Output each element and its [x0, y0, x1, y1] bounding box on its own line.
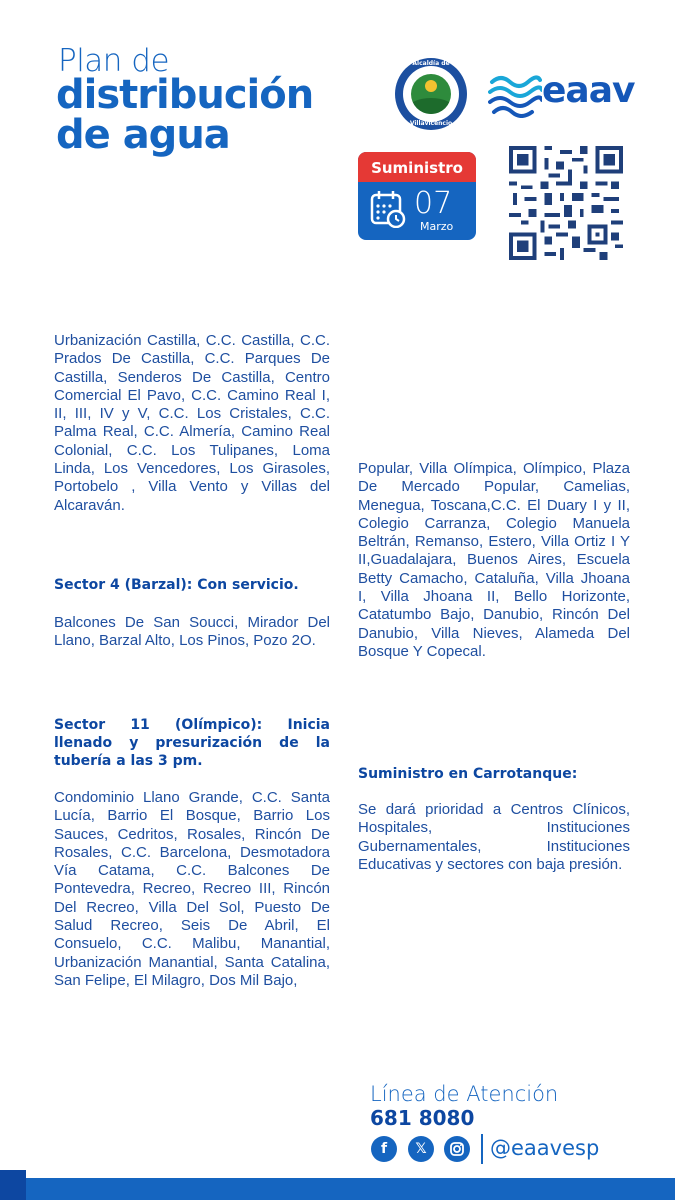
sector-11-areas-continued: Popular, Villa Olímpica, Olímpico, Plaza De Mercado Popular, Camelias, Menegua, Toscana,C.C. El Duary I y II, Colegio Carranza, Colegio Manuela Beltrán, Remanso, Estero, Villa Ortiz I Y II,Guadalajara, Buenos Aires, Escuela Betty Camacho, Cataluña, Villa Jhoana I, Villa Jhoana II, Bello Horizonte, Catatumbo Bajo, Danubio, Rincón Del Danubio, Villa Nieves, Alameda Del Bosque Y Copecal. — [358, 460, 630, 660]
instagram-icon[interactable] — [444, 1136, 470, 1162]
carrotanque-heading: Suministro en Carrotanque: — [358, 766, 578, 782]
eaav-logo: eaav — [488, 68, 658, 118]
title-line-3: de agua — [56, 112, 230, 158]
facebook-icon[interactable]: f — [371, 1136, 397, 1162]
alcaldia-seal-logo: Alcaldía de Villavicencio — [395, 58, 467, 130]
contact-phone[interactable]: 681 8080 — [370, 1106, 475, 1130]
contact-line-label: Línea de Atención — [370, 1082, 559, 1106]
sector-4-areas: Balcones De San Soucci, Mirador Del Llano, Barzal Alto, Los Pinos, Pozo 2O. — [54, 614, 330, 650]
supply-date-badge — [358, 152, 476, 240]
sector-11-areas: Condominio Llano Grande, C.C. Santa Lucía, Barrio El Bosque, Barrio Los Sauces, Cedritos, Rosales, Rincón De Rosales, C.C. Barcelona, Desmotadora Vía Catama, C.C. Balcones De Pontevedra, Recreo, Recreo III, Rincón Del Recreo, Villa Del Sol, Puesto De Salud Recreo, Seis De Abril, El Consuelo, C.C. Malibu, Manantial, Urbanización Manantial, Santa Catalina, San Felipe, El Milagro, Dos Mil Bajo, — [54, 789, 330, 989]
sector-4-heading: Sector 4 (Barzal): Con servicio. — [54, 577, 299, 593]
supply-label: Suministro — [358, 152, 476, 182]
carrotanque-text: Se dará prioridad a Centros Clínicos, Hospitales, Instituciones Gubernamentales, Instituciones Educativas y sectores con baja presión. — [358, 801, 630, 873]
title-line-1: Plan de — [58, 43, 170, 79]
sector-11-heading: Sector 11 (Olímpico): Inicia llenado y presurización de la tubería a las 3 pm. — [54, 717, 330, 769]
x-twitter-icon[interactable]: 𝕏 — [408, 1136, 434, 1162]
footer-divider — [481, 1134, 483, 1164]
supply-month: Marzo — [420, 220, 454, 233]
calendar-icon — [370, 190, 406, 228]
social-handle[interactable]: @eaavesp — [490, 1136, 600, 1160]
supply-day: 07 — [414, 186, 453, 221]
qr-code[interactable] — [509, 146, 623, 260]
title-line-2: distribución — [56, 72, 314, 118]
bottom-bar-accent — [0, 1170, 26, 1200]
bottom-bar — [0, 1178, 675, 1200]
area-list-castilla: Urbanización Castilla, C.C. Castilla, C.C. Prados De Castilla, C.C. Parques De Castilla, Senderos De Castilla, Centro Comercial El Pavo, C.C. Camino Real I, II, III, IV y V, C.C. Los Cristales, C.C. Palma Real, C.C. Almería, Camino Real Colonial, C.C. Los Tulipanes, Loma Linda, Los Vencedores, Los Girasoles, Portobelo , Villa Vento y Villas del Alcaraván. — [54, 332, 330, 514]
